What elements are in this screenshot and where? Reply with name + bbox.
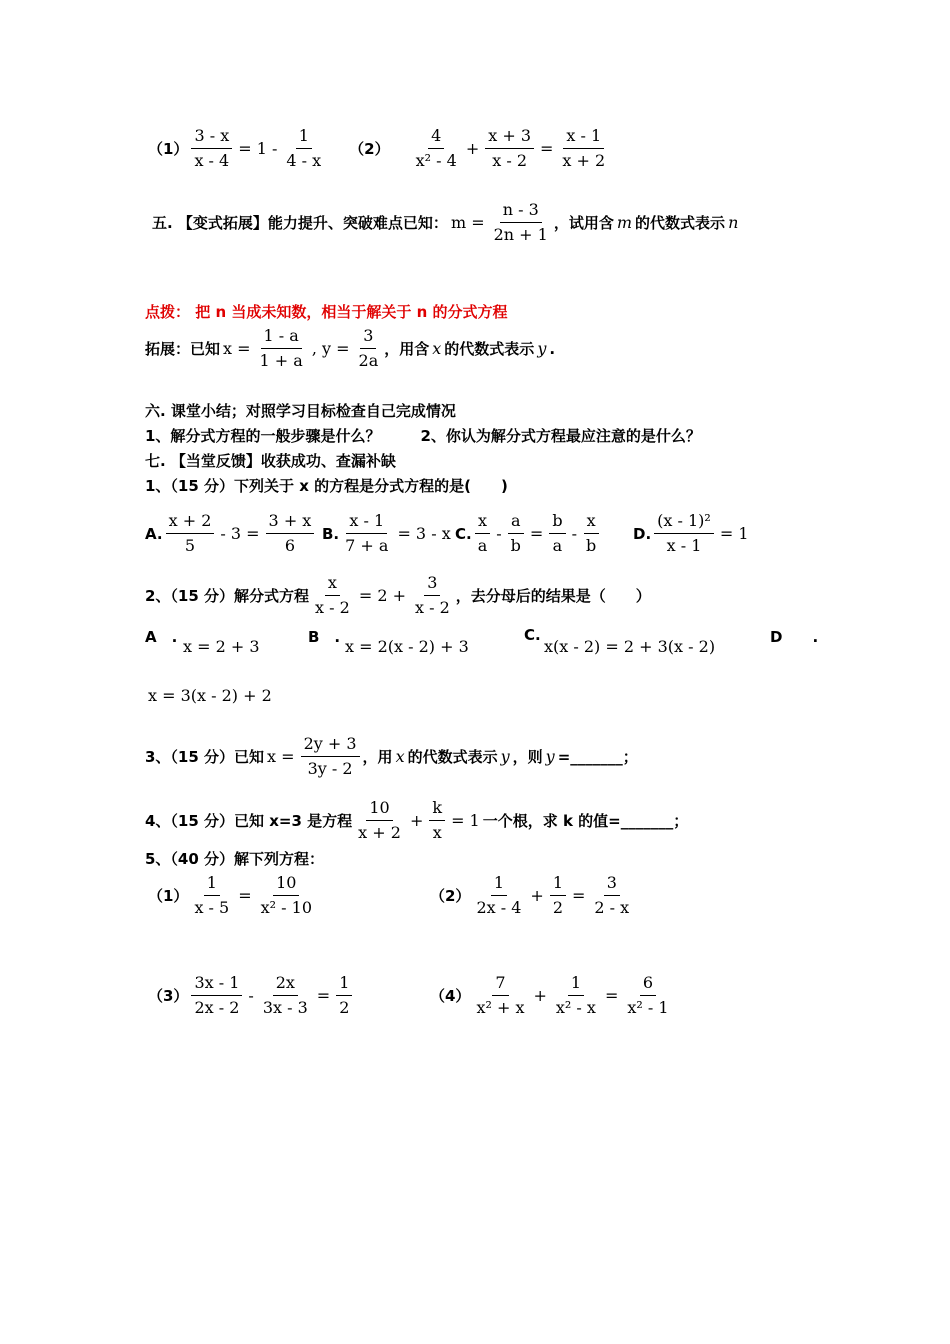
q5-problem-3: （3） $\frac{3x - 1}{2x - 2}$ - $\frac{2x}{3x - 3}$ = $\frac{1}{2}$	[148, 973, 355, 1018]
q1-stem: 1、（15 分）下列关于 x 的方程是分式方程的是( )	[145, 477, 508, 495]
q5-stem: 5、（40 分）解下列方程：	[145, 850, 325, 868]
q2-option-b: x = 2(x - 2) + 3	[345, 637, 469, 656]
fraction: $\frac{k}{x}$	[429, 798, 445, 843]
hint-text: 点拨： 把 n 当成未知数，相当于解关于 n 的分式方程	[145, 303, 508, 321]
q3-stem: 3、（15 分）已知 x = $\frac{2y + 3}{3y - 2}$ ，用 x 的代数式表示 y ，则 y =_______；	[145, 734, 638, 778]
fraction: $\frac{1}{2x - 4}$	[476, 873, 522, 917]
fraction: $\frac{4}{\text{x² - 4}}$	[415, 126, 457, 170]
extension-line: 拓展：已知 x = $\frac{1 - a}{1 + a}$ , y = $\frac{3}{2a}$ ，用含 x 的代数式表示 y .	[145, 326, 556, 370]
equation-row-top: （1） $\frac{3 - x}{x - 4}$ = 1 - $\frac{1}{4 - x}$ （2） $\frac{4}{\text{x² - 4}}$ + $\frac{x + 3}{x - 2}$ = $\frac{x - 1}{x + 2}$	[148, 126, 611, 171]
q2-option-d-label: D .	[770, 628, 819, 646]
fraction: $\frac{2y + 3}{3y - 2}$	[301, 734, 360, 779]
fraction: $\frac{10}{x + 2}$	[358, 798, 401, 842]
q1-option-c: C. $\frac{x}{a}$ - $\frac{a}{b}$ = $\frac{b}{a}$ - $\frac{x}{b}$	[455, 511, 602, 556]
q2-option-c-label: C.	[524, 626, 541, 644]
q5-problem-4: （4） $\frac{7}{\text{x² + x}}$ + $\frac{1}{\text{x² - x}}$ = $\frac{6}{\text{x² - 1}}$	[430, 973, 675, 1018]
fraction: $\frac{a}{b}$	[508, 511, 524, 556]
q2-option-a-label: A .	[145, 628, 178, 646]
q2-option-d: x = 3(x - 2) + 2	[148, 686, 272, 705]
q2-stem: 2、（15 分）解分式方程 $\frac{x}{x - 2}$ = 2 + $\frac{3}{x - 2}$ ，去分母后的结果是（ ）	[145, 573, 651, 617]
eq-label-2: （2）	[349, 140, 390, 158]
q1-option-d: D. $\frac{\text{(x - 1)²}}{x - 1}$ = 1	[633, 511, 749, 555]
fraction: $\frac{3}{x - 2}$	[415, 573, 450, 617]
fraction: $\frac{x + 3}{x - 2}$	[485, 126, 534, 171]
fraction: $\frac{1}{x - 5}$	[194, 873, 230, 917]
fraction: $\frac{3}{2a}$	[358, 326, 379, 370]
q2-option-a: x = 2 + 3	[183, 637, 260, 656]
fraction: $\frac{x - 1}{7 + a}$	[345, 511, 389, 555]
fraction: $\frac{x}{a}$	[475, 511, 491, 556]
fraction: $\frac{3 - x}{x - 4}$	[191, 126, 232, 171]
fraction: $\frac{3}{2 - x}$	[594, 873, 630, 917]
eq-label-1: （1）	[148, 140, 189, 158]
section-6-questions: 1、解分式方程的一般步骤是什么？ 2、你认为解分式方程最应注意的是什么？	[145, 427, 701, 445]
fraction: $\frac{x}{x - 2}$	[315, 573, 350, 617]
fraction: $\frac{n - 3}{2n + 1}$	[493, 200, 548, 244]
q1-option-a: A. $\frac{x + 2}{5}$ - 3 = $\frac{3 + x}{6}$	[145, 511, 317, 556]
fraction: $\frac{\text{(x - 1)²}}{x - 1}$	[654, 511, 714, 556]
fraction: $\frac{1}{\text{x² - x}}$	[555, 973, 596, 1017]
fraction: $\frac{x + 2}{5}$	[166, 511, 215, 556]
fraction: $\frac{1}{4 - x}$	[286, 126, 322, 170]
fraction: $\frac{2x}{3x - 3}$	[262, 973, 308, 1017]
q2-option-c: x(x - 2) = 2 + 3(x - 2)	[544, 637, 716, 656]
fraction: $\frac{3 + x}{6}$	[266, 511, 315, 556]
fraction: $\frac{x}{b}$	[583, 511, 599, 556]
fraction: $\frac{1}{2}$	[336, 973, 352, 1018]
q2-option-b-label: B .	[308, 628, 341, 646]
fraction: $\frac{1 - a}{1 + a}$	[259, 326, 303, 370]
fraction: $\frac{x - 1}{x + 2}$	[562, 126, 606, 170]
fraction: $\frac{6}{\text{x² - 1}}$	[627, 973, 669, 1017]
section-7-heading: 七. 【当堂反馈】收获成功、查漏补缺	[145, 452, 396, 470]
fraction: $\frac{1}{2}$	[550, 873, 566, 918]
fraction: $\frac{b}{a}$	[549, 511, 565, 556]
section-5-heading: 五. 【变式拓展】能力提升、突破难点已知： m = $\frac{n - 3}{2n + 1}$ ，试用含 m 的代数式表示 n	[152, 200, 739, 244]
q5-problem-2: （2） $\frac{1}{2x - 4}$ + $\frac{1}{2}$ = $\frac{3}{2 - x}$	[430, 873, 635, 918]
section-6-heading: 六. 课堂小结；对照学习目标检查自己完成情况	[145, 402, 456, 420]
q5-problem-1: （1） $\frac{1}{x - 5}$ = $\frac{10}{\text{x² - 10}}$	[148, 873, 318, 918]
q1-option-b: B. $\frac{x - 1}{7 + a}$ = 3 - x	[322, 511, 451, 555]
fraction: $\frac{3x - 1}{2x - 2}$	[191, 973, 242, 1018]
fraction: $\frac{10}{\text{x² - 10}}$	[260, 873, 312, 917]
fraction: $\frac{7}{\text{x² + x}}$	[476, 973, 525, 1017]
q4-stem: 4、（15 分）已知 x=3 是方程 $\frac{10}{x + 2}$ + $\frac{k}{x}$ = 1 一个根，求 k 的值=_______；	[145, 798, 689, 842]
